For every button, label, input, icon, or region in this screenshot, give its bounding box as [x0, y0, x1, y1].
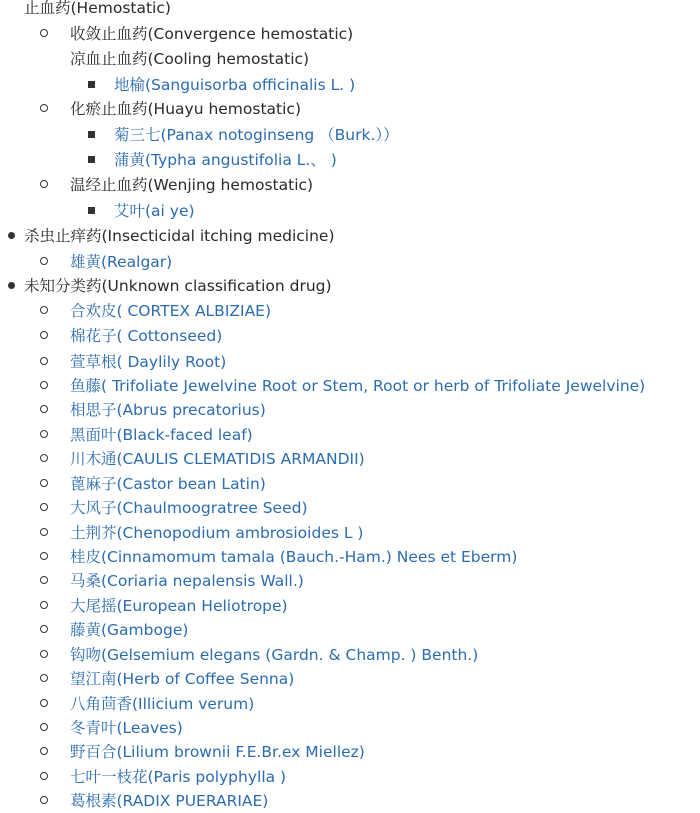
- list-item-link[interactable]: [0, 740, 700, 764]
- list-item-link[interactable]: [0, 199, 700, 223]
- drug-link[interactable]: 鱼藤( Trifoliate Jewelvine Root or Stem, Root or herb of Trifoliate Jewelvine): [70, 377, 646, 395]
- list-item-link[interactable]: [0, 472, 700, 496]
- list-item-link[interactable]: [0, 423, 700, 447]
- circle-bullet-icon: [40, 306, 48, 314]
- list-item-link[interactable]: [0, 789, 700, 813]
- drug-link[interactable]: 黑面叶(Black-faced leaf): [70, 426, 253, 444]
- drug-link[interactable]: 棉花子( Cottonseed): [70, 327, 223, 345]
- list-item-link[interactable]: [0, 250, 700, 274]
- drug-link[interactable]: 冬青叶(Leaves): [70, 719, 183, 737]
- drug-link[interactable]: 望江南(Herb of Coffee Senna): [70, 670, 295, 688]
- list-item-link[interactable]: [0, 643, 700, 667]
- drug-link[interactable]: 大风子(Chaulmoogratree Seed): [70, 499, 308, 517]
- circle-bullet-icon: [40, 723, 48, 731]
- circle-bullet-icon: [40, 180, 48, 188]
- square-bullet-icon: [88, 81, 95, 88]
- list-item-link[interactable]: [0, 545, 700, 569]
- circle-bullet-icon: [40, 699, 48, 707]
- drug-link[interactable]: 菊三七(Panax notoginseng （Burk.））: [114, 126, 399, 144]
- drug-link[interactable]: 钩吻(Gelsemium elegans (Gardn. & Champ. ) Benth.): [70, 646, 479, 664]
- disc-bullet-icon: [8, 282, 15, 289]
- circle-bullet-icon: [40, 747, 48, 755]
- list-item-link[interactable]: [0, 374, 700, 398]
- list-item-link[interactable]: [0, 521, 700, 545]
- category-label: 杀虫止痒药(Insecticidal itching medicine): [24, 227, 335, 245]
- drug-link[interactable]: 相思子(Abrus precatorius): [70, 401, 266, 419]
- circle-bullet-icon: [40, 104, 48, 112]
- circle-bullet-icon: [40, 796, 48, 804]
- category-label: 温经止血药(Wenjing hemostatic): [70, 176, 314, 194]
- circle-bullet-icon: [40, 650, 48, 658]
- list-item-link[interactable]: [0, 73, 700, 97]
- list-item-link[interactable]: [0, 667, 700, 691]
- drug-link[interactable]: 雄黄(Realgar): [70, 253, 173, 271]
- drug-link[interactable]: 土荆芥(Chenopodium ambrosioides L ): [70, 524, 364, 542]
- circle-bullet-icon: [40, 601, 48, 609]
- circle-bullet-icon: [40, 674, 48, 682]
- circle-bullet-icon: [40, 576, 48, 584]
- list-item-link[interactable]: [0, 618, 700, 642]
- circle-bullet-icon: [40, 405, 48, 413]
- category-heading: [0, 274, 700, 298]
- circle-bullet-icon: [40, 257, 48, 265]
- list-item-link[interactable]: [0, 496, 700, 520]
- circle-bullet-icon: [40, 29, 48, 37]
- circle-bullet-icon: [40, 357, 48, 365]
- list-item-link[interactable]: [0, 765, 700, 789]
- drug-link[interactable]: 藤黄(Gamboge): [70, 621, 189, 639]
- circle-bullet-icon: [40, 528, 48, 536]
- disc-bullet-icon: [8, 232, 15, 239]
- drug-link[interactable]: 马桑(Coriaria nepalensis Wall.): [70, 572, 304, 590]
- drug-link[interactable]: 萱草根( Daylily Root): [70, 353, 227, 371]
- drug-link[interactable]: 八角茴香(Illicium verum): [70, 695, 255, 713]
- drug-link[interactable]: 七叶一枝花(Paris polyphylla ): [70, 768, 287, 786]
- drug-link[interactable]: 野百合(Lilium brownii F.E.Br.ex Miellez): [70, 743, 365, 761]
- category-label: 凉血止血药(Cooling hemostatic): [70, 50, 310, 68]
- drug-link[interactable]: 葛根素(RADIX PUERARIAE): [70, 792, 269, 810]
- category-label: 收敛止血药(Convergence hemostatic): [70, 25, 354, 43]
- list-item-link[interactable]: [0, 324, 700, 348]
- list-item-link[interactable]: [0, 447, 700, 471]
- subcategory-heading: [0, 47, 700, 71]
- drug-link[interactable]: 地榆(Sanguisorba officinalis L. ): [114, 76, 356, 94]
- circle-bullet-icon: [40, 772, 48, 780]
- category-label: 止血药(Hemostatic): [24, 0, 171, 17]
- square-bullet-icon: [88, 207, 95, 214]
- list-item-link[interactable]: [0, 716, 700, 740]
- circle-bullet-icon: [40, 331, 48, 339]
- list-item-link[interactable]: [0, 594, 700, 618]
- square-bullet-icon: [88, 131, 95, 138]
- circle-bullet-icon: [40, 381, 48, 389]
- circle-bullet-icon: [40, 625, 48, 633]
- square-bullet-icon: [88, 156, 95, 163]
- list-item-link[interactable]: [0, 569, 700, 593]
- drug-link[interactable]: 桂皮(Cinnamomum tamala (Bauch.-Ham.) Nees et Eberm): [70, 548, 518, 566]
- drug-link[interactable]: 大尾摇(European Heliotrope): [70, 597, 288, 615]
- subcategory-heading: [0, 97, 700, 121]
- subcategory-heading: [0, 173, 700, 197]
- drug-link[interactable]: 艾叶(ai ye): [114, 202, 195, 220]
- list-item-link[interactable]: [0, 398, 700, 422]
- circle-bullet-icon: [40, 552, 48, 560]
- circle-bullet-icon: [40, 503, 48, 511]
- list-item-link[interactable]: [0, 123, 700, 147]
- circle-bullet-icon: [40, 430, 48, 438]
- drug-link[interactable]: 蓖麻子(Castor bean Latin): [70, 475, 266, 493]
- drug-link[interactable]: 川木通(CAULIS CLEMATIDIS ARMANDII): [70, 450, 365, 468]
- list-item-link[interactable]: [0, 692, 700, 716]
- category-heading: [0, 224, 700, 248]
- circle-bullet-icon: [40, 479, 48, 487]
- drug-link[interactable]: 蒲黄(Typha angustifolia L.、 ): [114, 151, 337, 169]
- category-label: 未知分类药(Unknown classification drug): [24, 277, 332, 295]
- list-item-link[interactable]: [0, 350, 700, 374]
- category-heading: [0, 0, 700, 20]
- list-item-link[interactable]: [0, 299, 700, 323]
- subcategory-heading: [0, 22, 700, 46]
- drug-link[interactable]: 合欢皮( CORTEX ALBIZIAE): [70, 302, 272, 320]
- circle-bullet-icon: [40, 454, 48, 462]
- category-label: 化瘀止血药(Huayu hemostatic): [70, 100, 301, 118]
- list-item-link[interactable]: [0, 148, 700, 172]
